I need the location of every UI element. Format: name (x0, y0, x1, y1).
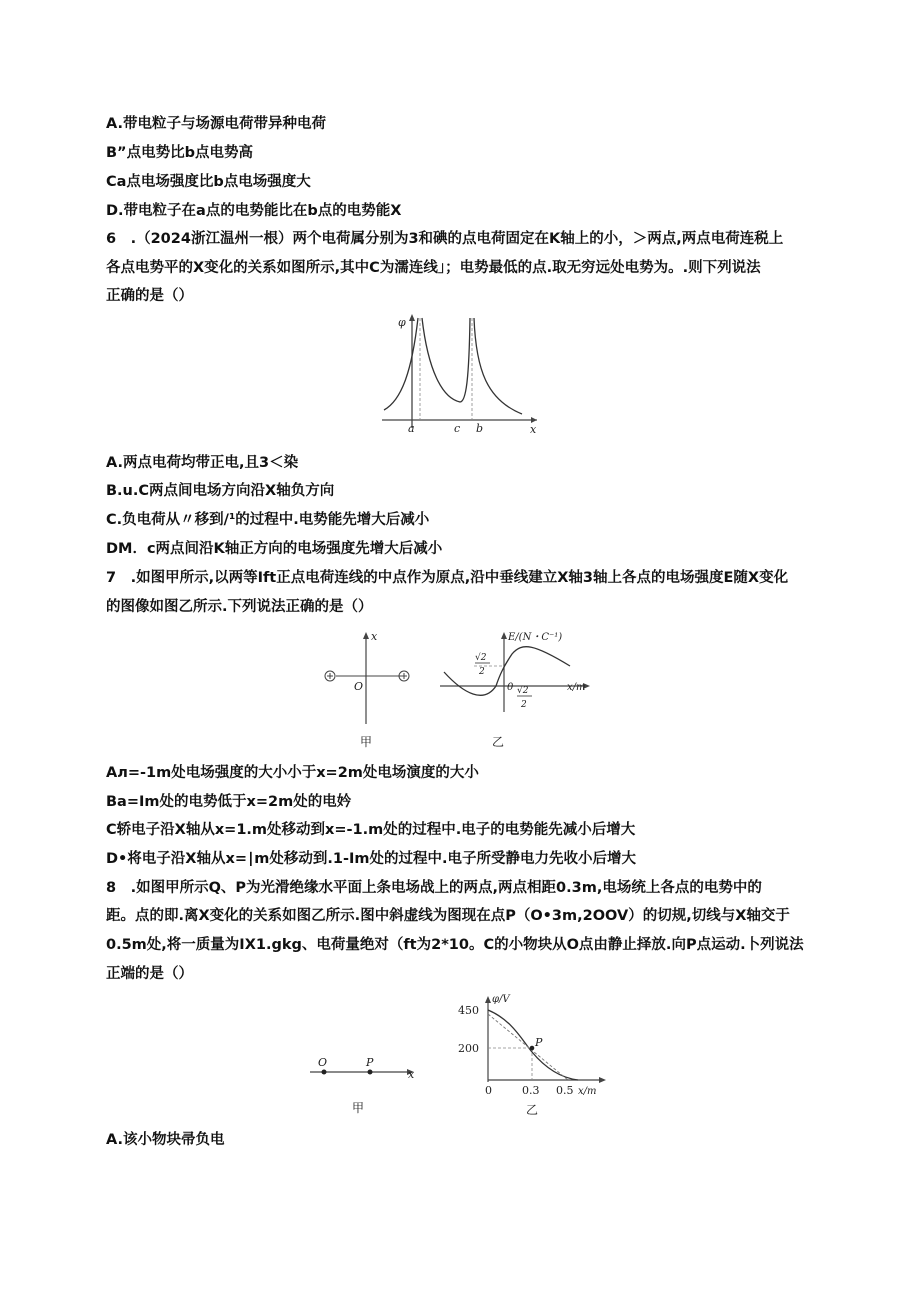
q6-stem-line-2: 各点电势平的X变化的关系如图所示,其中C为濡连线」；电势最低的点.取无穷远处电势为。.则下列说法 (106, 260, 761, 276)
q8-point-p: P (366, 1056, 374, 1069)
q5-option-b: B”点电势比b点电势高 (106, 145, 253, 161)
q8-potential-curve (488, 1010, 578, 1080)
q6-curve-right (474, 318, 522, 414)
q8-yi-tick-0-5: 0.5 (556, 1084, 574, 1097)
q6-curve-middle (422, 318, 470, 402)
q8-point-o: O (318, 1056, 328, 1069)
q7-option-c: C轿电子沿X轴从x=1.m处移动到x=-1.m处的过程中.电子的电势能先减小后增大 (106, 822, 636, 838)
q8-tangent-line (488, 1014, 568, 1080)
q6-option-d: DM．c两点间沿K轴正方向的电场强度先增大后减小 (106, 541, 443, 557)
q8-stem-line-4: 正端的是（） (106, 966, 193, 982)
q5-option-a: A.带电粒子与场源电荷带异种电荷 (106, 116, 326, 132)
q7-yi-tick-right-den: 2 (521, 700, 527, 710)
q7-option-a: Aл=-1m处电场强度的大小小于x=2m处电场演度的大小 (106, 765, 479, 781)
q8-stem-line-1: 8 .如图甲所示Q、P为光滑绝缘水平面上条电场战上的两点,两点相距0.3m,电场统上各点的电势中的 (106, 880, 762, 896)
q7-yi-y-label: E/(N・C⁻¹) (508, 632, 563, 643)
q8-yi-x-label: x/m (578, 1086, 597, 1097)
q6-option-c: C.负电荷从〃移到/¹的过程中.电势能先增大后减小 (106, 512, 430, 528)
q5-option-d: D.带电粒子在a点的电势能比在b点的电势能X (106, 203, 402, 219)
q7-figure-jia (318, 624, 418, 754)
q8-yi-tick-0: 0 (485, 1084, 492, 1097)
q8-caption-jia: 甲 (352, 1101, 365, 1115)
q8-yi-tick-450: 450 (458, 1004, 479, 1017)
q8-caption-yi: 乙 (526, 1103, 539, 1117)
q8-yi-tick-0-3: 0.3 (522, 1084, 540, 1097)
q7-stem-line-1: 7 .如图甲所示,以两等Ift正点电荷连线的中点作为原点,沿中垂线建立X轴3轴上各点的电场强度E随X变化 (106, 570, 789, 586)
q8-jia-axis: x (408, 1068, 415, 1081)
q7-figure-yi (434, 624, 594, 754)
q8-stem-line-2: 距。点的即.离X变化的关系如图乙所示.图中斜虚线为图现在点P（O•3m,2OOV）的切规,切线与X轴交于 (106, 908, 790, 924)
q6-x-label: x (530, 423, 537, 435)
q6-stem-line-1: 6 .（2024浙江温州一根）两个电荷属分别为3和碘的点电荷固定在K轴上的小，＞两点,两点电荷连税上 (106, 231, 784, 247)
q7-jia-origin: O (354, 680, 364, 693)
q7-yi-tick-top-den: 2 (479, 667, 485, 677)
q7-jia-axis-label: x (371, 630, 378, 643)
q7-stem-line-2: 的图像如图乙所示.下列说法正确的是（） (106, 599, 373, 615)
q7-yi-tick-top-num: √2 (475, 653, 487, 663)
q6-potential-graph (372, 310, 542, 435)
q8-option-a: A.该小物块帚负电 (106, 1132, 225, 1148)
q5-option-c: Ca点电场强度比b点电场强度大 (106, 174, 311, 190)
q6-option-b: B.u.C两点间电场方向沿X轴负方向 (106, 483, 335, 499)
q8-figure-jia (304, 1050, 424, 1120)
q7-yi-origin: 0 (507, 682, 514, 693)
q7-option-d: D•将电子沿X轴从x=∣m处移动到.1-Im处的过程中.电子所受静电力先收小后增大 (106, 851, 636, 867)
q7-yi-x-label: x/m (567, 682, 586, 693)
q6-y-label: φ (398, 316, 406, 329)
q7-yi-tick-right-num: √2 (517, 686, 529, 696)
q8-yi-y-label: φ/V (492, 994, 510, 1005)
q8-figure-yi (452, 990, 612, 1122)
q6-curve-left (384, 318, 418, 410)
q8-yi-tick-200: 200 (458, 1042, 479, 1055)
q7-option-b: Ba=Im处的电势低于x=2m处的电妗 (106, 794, 352, 810)
q7-caption-jia: 甲 (360, 735, 373, 749)
q6-point-c: c (454, 422, 461, 435)
q6-stem-line-3: 正确的是（） (106, 288, 193, 304)
q6-point-a: a (408, 422, 415, 435)
q8-yi-point-p: P (535, 1036, 543, 1049)
q8-stem-line-3: 0.5m处,将一质量为IX1.gkg、电荷量绝对（ft为2*10。C的小物块从O点由静止择放.向P点运动.卜列说法 (106, 937, 804, 953)
q6-option-a: A.两点电荷均带正电,且3＜染 (106, 455, 299, 471)
q6-point-b: b (476, 422, 484, 435)
q7-caption-yi: 乙 (492, 735, 505, 749)
